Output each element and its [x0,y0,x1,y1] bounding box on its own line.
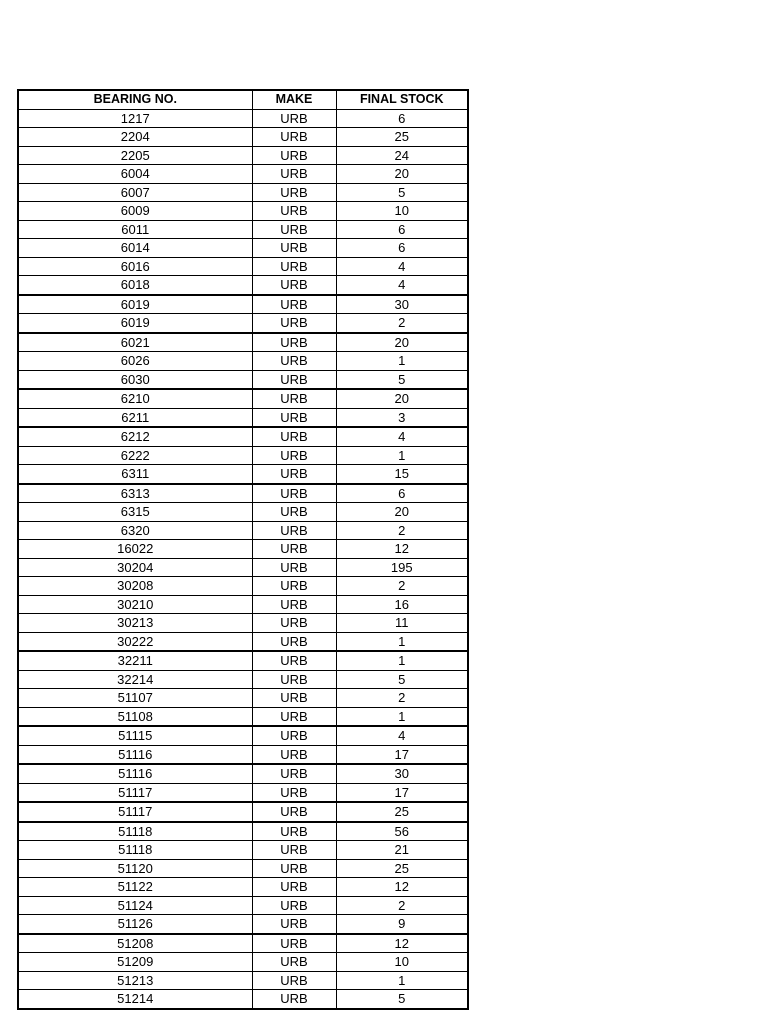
table-row [18,783,468,802]
cell-make: URB [252,651,336,670]
cell-final-stock: 3 [336,408,468,427]
table-row [18,953,468,972]
cell-bearing-no: 6212 [18,427,252,446]
table-row [18,146,468,165]
table-row [18,202,468,221]
cell-make: URB [252,276,336,295]
cell-make: URB [252,745,336,764]
cell-bearing-no: 51116 [18,745,252,764]
table-row [18,896,468,915]
cell-make: URB [252,577,336,596]
table-row [18,822,468,841]
table-row [18,726,468,745]
table-row [18,109,468,128]
table-row [18,370,468,389]
cell-make: URB [252,257,336,276]
table-row [18,239,468,258]
cell-make: URB [252,427,336,446]
cell-final-stock: 12 [336,878,468,897]
cell-make: URB [252,146,336,165]
cell-bearing-no: 30210 [18,595,252,614]
table-row [18,220,468,239]
cell-make: URB [252,408,336,427]
cell-make: URB [252,165,336,184]
table-row [18,577,468,596]
cell-bearing-no: 51107 [18,689,252,708]
cell-make: URB [252,389,336,408]
cell-make: URB [252,128,336,147]
table-row [18,802,468,822]
table-row [18,614,468,633]
cell-make: URB [252,990,336,1009]
cell-make: URB [252,503,336,522]
cell-bearing-no: 6016 [18,257,252,276]
cell-final-stock: 2 [336,521,468,540]
table-row [18,651,468,670]
cell-final-stock: 4 [336,257,468,276]
cell-bearing-no: 51124 [18,896,252,915]
cell-bearing-no: 16022 [18,540,252,559]
table-row [18,484,468,503]
cell-make: URB [252,822,336,841]
cell-bearing-no: 51122 [18,878,252,897]
table-row [18,540,468,559]
cell-final-stock: 1 [336,651,468,670]
cell-final-stock: 17 [336,783,468,802]
cell-final-stock: 195 [336,558,468,577]
cell-final-stock: 11 [336,614,468,633]
cell-make: URB [252,859,336,878]
cell-final-stock: 24 [336,146,468,165]
cell-bearing-no: 6014 [18,239,252,258]
table-row [18,503,468,522]
cell-bearing-no: 6019 [18,295,252,314]
cell-make: URB [252,915,336,934]
cell-final-stock: 4 [336,276,468,295]
cell-make: URB [252,726,336,745]
table-row [18,128,468,147]
cell-make: URB [252,239,336,258]
cell-bearing-no: 51115 [18,726,252,745]
cell-final-stock: 1 [336,971,468,990]
cell-bearing-no: 6009 [18,202,252,221]
cell-final-stock: 10 [336,953,468,972]
cell-make: URB [252,558,336,577]
cell-final-stock: 12 [336,540,468,559]
table-row [18,745,468,764]
cell-final-stock: 20 [336,165,468,184]
cell-final-stock: 16 [336,595,468,614]
cell-bearing-no: 6004 [18,165,252,184]
cell-bearing-no: 6018 [18,276,252,295]
cell-final-stock: 30 [336,764,468,783]
cell-bearing-no: 51209 [18,953,252,972]
cell-final-stock: 20 [336,389,468,408]
table-row [18,859,468,878]
cell-bearing-no: 30222 [18,632,252,651]
table-row [18,670,468,689]
cell-bearing-no: 51208 [18,934,252,953]
cell-final-stock: 5 [336,990,468,1009]
cell-bearing-no: 6313 [18,484,252,503]
cell-final-stock: 1 [336,352,468,371]
cell-make: URB [252,689,336,708]
cell-bearing-no: 1217 [18,109,252,128]
table-row [18,521,468,540]
cell-final-stock: 2 [336,689,468,708]
header-bearing-no: BEARING NO. [18,90,252,109]
table-row [18,427,468,446]
header-row [18,90,468,109]
cell-bearing-no: 6315 [18,503,252,522]
cell-bearing-no: 32211 [18,651,252,670]
cell-make: URB [252,632,336,651]
cell-bearing-no: 30213 [18,614,252,633]
table-row [18,764,468,783]
table-row [18,276,468,295]
cell-final-stock: 9 [336,915,468,934]
cell-make: URB [252,333,336,352]
cell-bearing-no: 51118 [18,841,252,860]
cell-final-stock: 5 [336,370,468,389]
cell-bearing-no: 6007 [18,183,252,202]
cell-make: URB [252,841,336,860]
cell-make: URB [252,878,336,897]
cell-final-stock: 4 [336,427,468,446]
cell-final-stock: 2 [336,577,468,596]
cell-make: URB [252,614,336,633]
cell-bearing-no: 51214 [18,990,252,1009]
cell-final-stock: 2 [336,896,468,915]
table-row [18,183,468,202]
cell-make: URB [252,540,336,559]
cell-bearing-no: 51118 [18,822,252,841]
table-row [18,707,468,726]
table-row [18,465,468,484]
cell-bearing-no: 6311 [18,465,252,484]
table-row [18,408,468,427]
cell-final-stock: 30 [336,295,468,314]
cell-bearing-no: 51126 [18,915,252,934]
table-row [18,632,468,651]
cell-final-stock: 2 [336,314,468,333]
cell-bearing-no: 2205 [18,146,252,165]
table-row [18,841,468,860]
cell-final-stock: 25 [336,128,468,147]
cell-final-stock: 12 [336,934,468,953]
cell-final-stock: 20 [336,503,468,522]
table-row [18,295,468,314]
table-row [18,314,468,333]
cell-bearing-no: 6021 [18,333,252,352]
cell-make: URB [252,484,336,503]
cell-final-stock: 20 [336,333,468,352]
table-row [18,595,468,614]
table-row [18,257,468,276]
cell-final-stock: 6 [336,109,468,128]
table-row [18,352,468,371]
cell-final-stock: 6 [336,239,468,258]
cell-final-stock: 6 [336,484,468,503]
cell-final-stock: 1 [336,707,468,726]
cell-final-stock: 10 [336,202,468,221]
cell-bearing-no: 6222 [18,446,252,465]
cell-make: URB [252,971,336,990]
cell-final-stock: 5 [336,183,468,202]
cell-make: URB [252,802,336,822]
cell-final-stock: 5 [336,670,468,689]
cell-final-stock: 4 [336,726,468,745]
cell-bearing-no: 6210 [18,389,252,408]
cell-make: URB [252,220,336,239]
cell-bearing-no: 6019 [18,314,252,333]
cell-bearing-no: 51213 [18,971,252,990]
cell-final-stock: 17 [336,745,468,764]
cell-bearing-no: 32214 [18,670,252,689]
table-row [18,558,468,577]
cell-bearing-no: 30204 [18,558,252,577]
cell-make: URB [252,295,336,314]
cell-make: URB [252,352,336,371]
cell-final-stock: 25 [336,859,468,878]
table-row [18,689,468,708]
table-row [18,333,468,352]
table-row [18,934,468,953]
cell-make: URB [252,896,336,915]
table-row [18,915,468,934]
cell-final-stock: 1 [336,632,468,651]
cell-make: URB [252,707,336,726]
cell-final-stock: 15 [336,465,468,484]
table-row [18,878,468,897]
table-row [18,165,468,184]
cell-make: URB [252,314,336,333]
cell-bearing-no: 51116 [18,764,252,783]
table-row [18,389,468,408]
cell-bearing-no: 6211 [18,408,252,427]
table-row [18,971,468,990]
cell-make: URB [252,670,336,689]
cell-final-stock: 1 [336,446,468,465]
cell-make: URB [252,595,336,614]
cell-make: URB [252,109,336,128]
cell-bearing-no: 6320 [18,521,252,540]
cell-bearing-no: 6011 [18,220,252,239]
cell-bearing-no: 51117 [18,802,252,822]
cell-bearing-no: 51120 [18,859,252,878]
cell-make: URB [252,764,336,783]
cell-bearing-no: 30208 [18,577,252,596]
header-final-stock: FINAL STOCK [336,90,468,109]
cell-final-stock: 21 [336,841,468,860]
cell-make: URB [252,202,336,221]
cell-make: URB [252,953,336,972]
cell-bearing-no: 6030 [18,370,252,389]
cell-bearing-no: 6026 [18,352,252,371]
cell-bearing-no: 2204 [18,128,252,147]
cell-make: URB [252,465,336,484]
cell-make: URB [252,446,336,465]
table-row [18,990,468,1009]
cell-final-stock: 6 [336,220,468,239]
cell-make: URB [252,370,336,389]
cell-bearing-no: 51108 [18,707,252,726]
header-make: MAKE [252,90,336,109]
cell-final-stock: 25 [336,802,468,822]
table-row [18,446,468,465]
cell-make: URB [252,783,336,802]
cell-make: URB [252,183,336,202]
stock-table [17,89,469,1010]
cell-make: URB [252,934,336,953]
cell-bearing-no: 51117 [18,783,252,802]
cell-make: URB [252,521,336,540]
cell-final-stock: 56 [336,822,468,841]
